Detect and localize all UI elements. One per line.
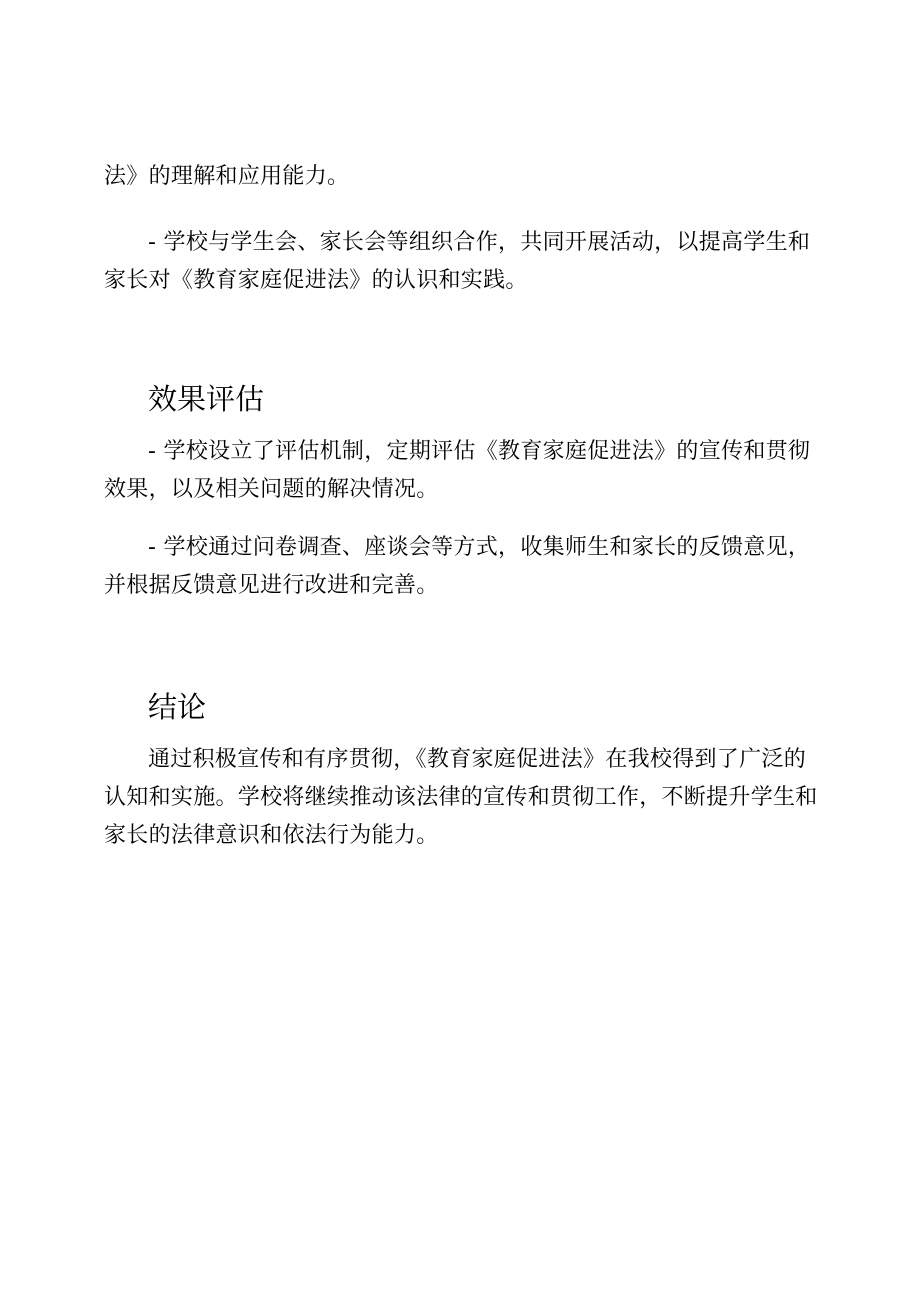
continuation-paragraph: 法》的理解和应用能力。 <box>104 164 350 189</box>
evaluation-list-item: - 学校设立了评估机制，定期评估《教育家庭促进法》的宣传和贯彻效果，以及相关问题的解决情况。 <box>104 439 811 502</box>
evaluation-list-item: - 学校通过问卷调查、座谈会等方式，收集师生和家长的反馈意见，并根据反馈意见进行改进和完善。 <box>104 535 811 598</box>
evaluation-heading: 效果评估 <box>148 382 265 416</box>
conclusion-paragraph: 通过积极宣传和有序贯彻，《教育家庭促进法》在我校得到了广泛的认知和实施。学校将继续推动该法律的宣传和贯彻工作，不断提升学生和家长的法律意识和依法行为能力。 <box>104 747 818 848</box>
cooperation-list-item: - 学校与学生会、家长会等组织合作，共同开展活动，以提高学生和家长对《教育家庭促进法》的认识和实践。 <box>104 230 811 293</box>
conclusion-heading: 结论 <box>148 690 207 724</box>
